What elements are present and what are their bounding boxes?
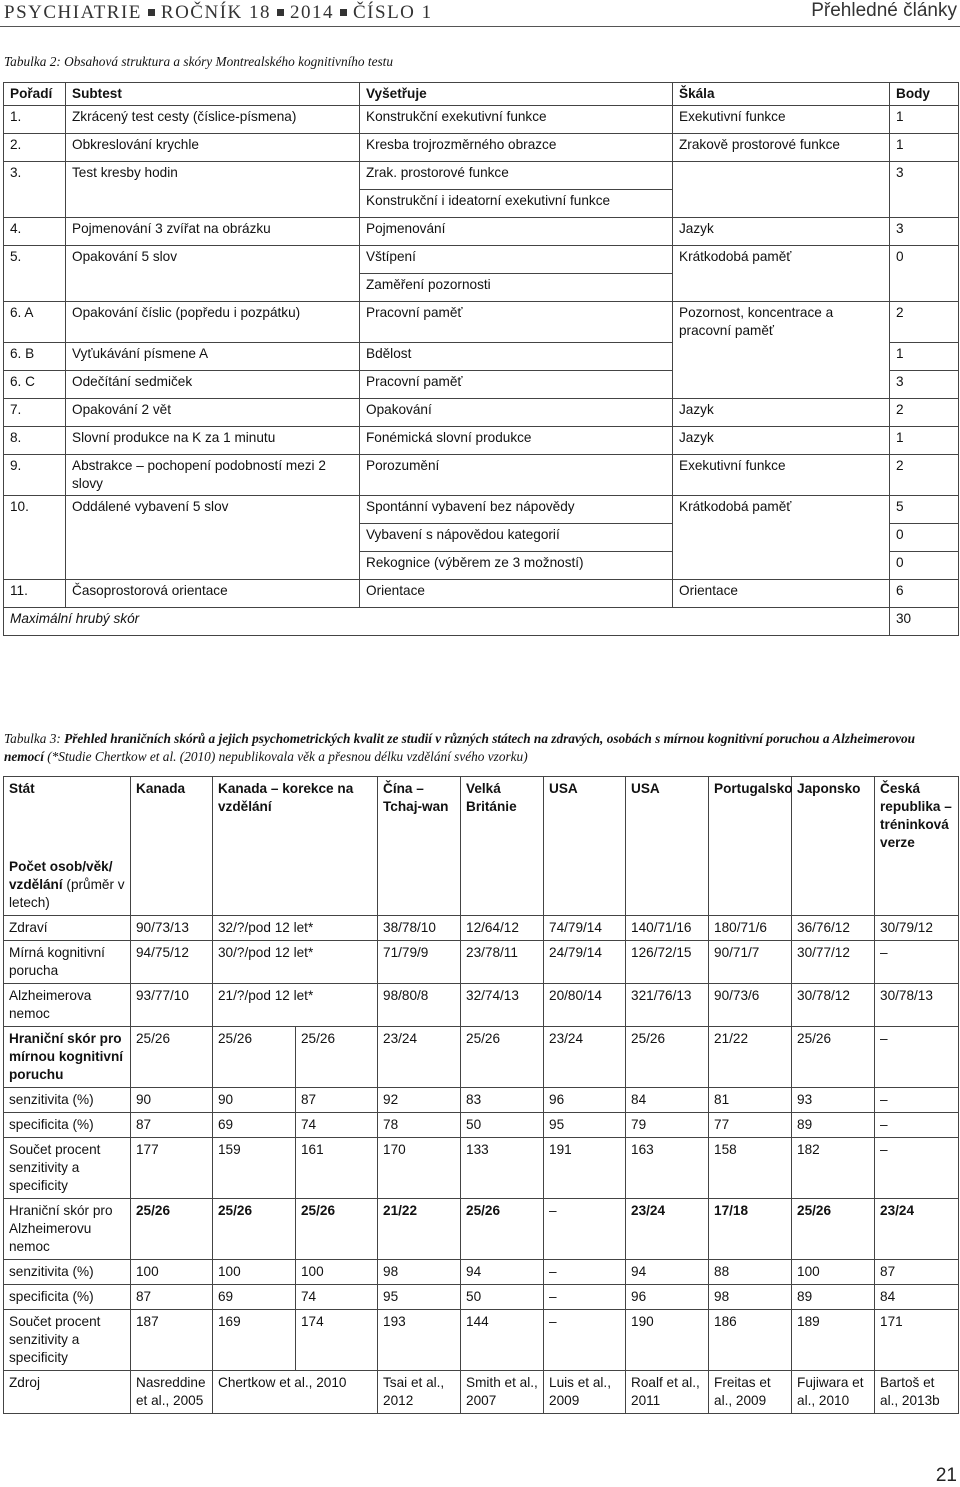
cell-value: 163 (626, 1138, 709, 1199)
cell-value: 50 (461, 1285, 544, 1310)
cell-value: 30/?/pod 12 let* (213, 941, 378, 984)
cell-value: 98 (378, 1260, 461, 1285)
col-header-portugal: Portugalsko (709, 777, 792, 856)
cell-source: Freitas et al., 2009 (709, 1371, 792, 1414)
table-row (4, 495, 959, 523)
cell-value: 25/26 (213, 1027, 296, 1088)
cell-value: 21/22 (709, 1027, 792, 1088)
cell-points: 3 (890, 370, 959, 398)
cell-value: 81 (709, 1088, 792, 1113)
table-row (4, 274, 959, 302)
col-header-country: Stát (4, 777, 131, 856)
cell-value: 87 (131, 1113, 213, 1138)
cell-subtest: Oddálené vybavení 5 slov (66, 495, 360, 523)
cell-scale: Jazyk (673, 398, 890, 426)
cell-value: 25/26 (461, 1199, 544, 1260)
cell-examines: Konstrukční exekutivní funkce (360, 106, 673, 134)
cell-value: 169 (213, 1310, 296, 1371)
cell-value: 25/26 (213, 1199, 296, 1260)
cell-value: 74 (296, 1113, 378, 1138)
cell-value: 182 (792, 1138, 875, 1199)
cell-scale: Zrakově prostorové funkce (673, 134, 890, 162)
total-label: Maximální hrubý skór (4, 607, 890, 635)
col-header-examines: Vyšetřuje (360, 83, 673, 106)
cell-value: 161 (296, 1138, 378, 1199)
cell-points: 3 (890, 162, 959, 190)
cell-value: 187 (131, 1310, 213, 1371)
cell-value: 84 (875, 1285, 959, 1310)
cell-points: 1 (890, 106, 959, 134)
cell-examines: Zrak. prostorové funkce (360, 162, 673, 190)
header-divider (0, 26, 960, 27)
row-label: Alzheimerova nemoc (4, 984, 131, 1027)
table-row (4, 1285, 959, 1310)
cell-source: Smith et al., 2007 (461, 1371, 544, 1414)
row-label: Součet procent senzitivity a specificity (4, 1310, 131, 1371)
cell-order (4, 523, 66, 551)
table-row (4, 916, 959, 941)
cell-value: 89 (792, 1113, 875, 1138)
cell-scale (673, 523, 890, 551)
table2-total-row (4, 607, 959, 635)
table-row (4, 941, 959, 984)
cell-value: – (544, 1285, 626, 1310)
cell-value: 193 (378, 1310, 461, 1371)
cell-value: 23/78/11 (461, 941, 544, 984)
table2-caption: Tabulka 2: Obsahová struktura a skóry Montrealského kognitivního testu (4, 54, 394, 69)
row-label: senzitivita (%) (4, 1260, 131, 1285)
table-row (4, 551, 959, 579)
cell-subtest: Opakování 2 vět (66, 398, 360, 426)
cell-value: 90/71/7 (709, 941, 792, 984)
table-row (4, 1138, 959, 1199)
cell-value: 98 (709, 1285, 792, 1310)
cell-value: 100 (792, 1260, 875, 1285)
cell-scale: Exekutivní funkce (673, 106, 890, 134)
page-header (0, 0, 960, 22)
cell-subtest: Odečítání sedmiček (66, 370, 360, 398)
cell-value: 25/26 (626, 1027, 709, 1088)
cell-order: 5. (4, 246, 66, 274)
cell-subtest: Pojmenování 3 zvířat na obrázku (66, 218, 360, 246)
cell-value: 23/24 (626, 1199, 709, 1260)
journal-title (4, 2, 433, 24)
cell-value: 93/77/10 (131, 984, 213, 1027)
cell-value: 38/78/10 (378, 916, 461, 941)
cell-examines: Konstrukční i ideatorní exekutivní funkce (360, 190, 673, 218)
cell-source: Tsai et al., 2012 (378, 1371, 461, 1414)
table-row (4, 190, 959, 218)
separator-square-icon (148, 9, 155, 16)
cell-value: – (544, 1260, 626, 1285)
total-value: 30 (890, 607, 959, 635)
cell-value: 74/79/14 (544, 916, 626, 941)
mci-cutoff-row (4, 1027, 959, 1088)
table3-header-row (4, 777, 959, 856)
ad-cutoff-row (4, 1199, 959, 1260)
cell-value: 94/75/12 (131, 941, 213, 984)
cell-examines: Fonémická slovní produkce (360, 426, 673, 454)
page-number: 21 (935, 1465, 957, 1486)
cell-examines: Pojmenování (360, 218, 673, 246)
table-row (4, 162, 959, 190)
journal-name: PSYCHIATRIE (4, 2, 142, 23)
cell-examines: Vybavení s nápovědou kategorií (360, 523, 673, 551)
table3-subheader-row (4, 855, 959, 916)
table-row (4, 1260, 959, 1285)
cell-value: 93 (792, 1088, 875, 1113)
table-row (4, 106, 959, 134)
cell-scale: Krátkodobá paměť (673, 246, 890, 274)
cell-value: 25/26 (296, 1199, 378, 1260)
col-header-japan: Japonsko (792, 777, 875, 856)
cell-value: 23/24 (378, 1027, 461, 1088)
col-header-usa-2: USA (626, 777, 709, 856)
cell-value: 144 (461, 1310, 544, 1371)
cell-examines: Spontánní vybavení bez nápovědy (360, 495, 673, 523)
cell-source: Nasreddine et al., 2005 (131, 1371, 213, 1414)
cell-points: 0 (890, 523, 959, 551)
separator-square-icon (277, 9, 284, 16)
cell-examines: Rekognice (výběrem ze 3 možností) (360, 551, 673, 579)
cell-value: 96 (544, 1088, 626, 1113)
cell-subtest: Obkreslování krychle (66, 134, 360, 162)
cell-order: 6. C (4, 370, 66, 398)
row-label: Zdroj (4, 1371, 131, 1414)
cell-value: 90/73/13 (131, 916, 213, 941)
cell-subtest: Vyťukávání písmene A (66, 342, 360, 370)
cell-value: 95 (378, 1285, 461, 1310)
cell-scale (673, 190, 890, 218)
cell-value: 30/78/12 (792, 984, 875, 1027)
table-row (4, 984, 959, 1027)
cell-points: 2 (890, 302, 959, 343)
cell-value: 12/64/12 (461, 916, 544, 941)
cell-value: 88 (709, 1260, 792, 1285)
separator-square-icon (340, 9, 347, 16)
cell-value: 87 (131, 1285, 213, 1310)
cell-order: 7. (4, 398, 66, 426)
cell-points: 0 (890, 246, 959, 274)
cell-order: 8. (4, 426, 66, 454)
col-header-scale: Škála (673, 83, 890, 106)
row-label: Součet procent senzitivity a specificity (4, 1138, 131, 1199)
cell-value: 17/18 (709, 1199, 792, 1260)
cell-value: 69 (213, 1285, 296, 1310)
col-header-uk: Velká Británie (461, 777, 544, 856)
cell-scale: Jazyk (673, 426, 890, 454)
table-row (4, 246, 959, 274)
cell-examines: Opakování (360, 398, 673, 426)
cell-value: – (875, 1138, 959, 1199)
cell-scale: Krátkodobá paměť (673, 495, 890, 523)
cell-value: 79 (626, 1113, 709, 1138)
cell-subtest (66, 274, 360, 302)
cell-value: – (875, 941, 959, 984)
cell-value: 190 (626, 1310, 709, 1371)
cell-value: 21/22 (378, 1199, 461, 1260)
journal-issue: ČÍSLO 1 (353, 2, 433, 23)
row-label: specificita (%) (4, 1285, 131, 1310)
col-header-points: Body (890, 83, 959, 106)
row-label: Hraniční skór pro mírnou kognitivní poruchu (4, 1027, 131, 1088)
cell-scale: Exekutivní funkce (673, 454, 890, 495)
cell-examines: Bdělost (360, 342, 673, 370)
cell-source: Bartoš et al., 2013b (875, 1371, 959, 1414)
cell-examines: Kresba trojrozměrného obrazce (360, 134, 673, 162)
table-row (4, 398, 959, 426)
cell-scale (673, 342, 890, 370)
table-row (4, 134, 959, 162)
cell-value: 133 (461, 1138, 544, 1199)
table-row (4, 370, 959, 398)
cell-value: 100 (213, 1260, 296, 1285)
cell-source: Chertkow et al., 2010 (213, 1371, 378, 1414)
cell-order: 1. (4, 106, 66, 134)
cell-value: 174 (296, 1310, 378, 1371)
subheader-cell: Počet osob/věk/ vzdělání (průměr v letech) (4, 855, 131, 916)
cell-scale (673, 274, 890, 302)
cell-value: 36/76/12 (792, 916, 875, 941)
col-header-subtest: Subtest (66, 83, 360, 106)
cell-points: 1 (890, 342, 959, 370)
cell-value: 321/76/13 (626, 984, 709, 1027)
cell-source: Fujiwara et al., 2010 (792, 1371, 875, 1414)
cell-value: 90 (213, 1088, 296, 1113)
cell-value: 25/26 (792, 1199, 875, 1260)
table-row (4, 579, 959, 607)
table-row (4, 1088, 959, 1113)
cell-value: 170 (378, 1138, 461, 1199)
cell-value: – (875, 1088, 959, 1113)
cell-value: 89 (792, 1285, 875, 1310)
cell-value: 30/78/13 (875, 984, 959, 1027)
cell-scale: Pozornost, koncentrace a pracovní paměť (673, 302, 890, 343)
table-row (4, 342, 959, 370)
cell-scale: Orientace (673, 579, 890, 607)
cell-value: 25/26 (131, 1027, 213, 1088)
cell-source: Luis et al., 2009 (544, 1371, 626, 1414)
cell-order: 11. (4, 579, 66, 607)
cell-value: 189 (792, 1310, 875, 1371)
cell-value: 92 (378, 1088, 461, 1113)
cell-subtest: Opakování 5 slov (66, 246, 360, 274)
cell-subtest: Slovní produkce na K za 1 minutu (66, 426, 360, 454)
cell-value: 84 (626, 1088, 709, 1113)
source-row (4, 1371, 959, 1414)
cell-value: 30/79/12 (875, 916, 959, 941)
table-row (4, 302, 959, 343)
cell-value: 20/80/14 (544, 984, 626, 1027)
cell-value: 24/79/14 (544, 941, 626, 984)
cell-value: 69 (213, 1113, 296, 1138)
cell-value: 74 (296, 1285, 378, 1310)
table2-header-row (4, 83, 959, 106)
cell-value: 25/26 (792, 1027, 875, 1088)
table-row (4, 1310, 959, 1371)
cell-value: 96 (626, 1285, 709, 1310)
cell-examines: Pracovní paměť (360, 370, 673, 398)
cell-points: 1 (890, 426, 959, 454)
cell-value: 23/24 (544, 1027, 626, 1088)
cell-value: 71/79/9 (378, 941, 461, 984)
table-row (4, 218, 959, 246)
cell-order: 2. (4, 134, 66, 162)
cell-value: 158 (709, 1138, 792, 1199)
cell-value: 25/26 (461, 1027, 544, 1088)
cell-value: 180/71/6 (709, 916, 792, 941)
cell-value: 78 (378, 1113, 461, 1138)
col-header-usa-1: USA (544, 777, 626, 856)
row-label: Hraniční skór pro Alzheimerovu nemoc (4, 1199, 131, 1260)
row-label: specificita (%) (4, 1113, 131, 1138)
col-header-order: Pořadí (4, 83, 66, 106)
table2-moca-structure (3, 82, 959, 636)
cell-scale: Jazyk (673, 218, 890, 246)
cell-examines: Porozumění (360, 454, 673, 495)
cell-points: 2 (890, 454, 959, 495)
cell-points (890, 274, 959, 302)
row-label: Zdraví (4, 916, 131, 941)
cell-value: 159 (213, 1138, 296, 1199)
cell-subtest: Test kresby hodin (66, 162, 360, 190)
cell-subtest (66, 551, 360, 579)
table3-caption: Tabulka 3: Přehled hraničních skórů a jejich psychometrických kvalit ze studií v různých státech na zdravých, osobách s mírnou kognitivní poruchou a Alzheimerovou nemocí (*Studie Chertkow et al. (2010) nepublikovala věk a přesnou délku vzdělání svého vzorku) (4, 731, 916, 764)
cell-value: 171 (875, 1310, 959, 1371)
cell-source: Roalf et al., 2011 (626, 1371, 709, 1414)
cell-value: 98/80/8 (378, 984, 461, 1027)
cell-order: 3. (4, 162, 66, 190)
row-label: senzitivita (%) (4, 1088, 131, 1113)
cell-value: 177 (131, 1138, 213, 1199)
cell-subtest (66, 190, 360, 218)
cell-value: 30/77/12 (792, 941, 875, 984)
cell-value: 186 (709, 1310, 792, 1371)
cell-scale (673, 551, 890, 579)
cell-examines: Vštípení (360, 246, 673, 274)
cell-value: 95 (544, 1113, 626, 1138)
cell-value: 94 (626, 1260, 709, 1285)
cell-points: 2 (890, 398, 959, 426)
cell-points: 3 (890, 218, 959, 246)
cell-value: 21/?/pod 12 let* (213, 984, 378, 1027)
cell-value: 94 (461, 1260, 544, 1285)
cell-points: 0 (890, 551, 959, 579)
cell-value: 25/26 (296, 1027, 378, 1088)
cell-value: 32/?/pod 12 let* (213, 916, 378, 941)
section-title: Přehledné články (811, 0, 957, 21)
cell-points (890, 190, 959, 218)
cell-value: 77 (709, 1113, 792, 1138)
cell-order (4, 551, 66, 579)
cell-points: 5 (890, 495, 959, 523)
cell-value: 83 (461, 1088, 544, 1113)
cell-order (4, 274, 66, 302)
table-row (4, 426, 959, 454)
cell-value: 87 (875, 1260, 959, 1285)
table3-cutoff-overview (3, 776, 959, 1414)
col-header-czech: Česká republika – tréninková verze (875, 777, 959, 856)
cell-value: 23/24 (875, 1199, 959, 1260)
cell-subtest: Abstrakce – pochopení podobností mezi 2 slovy (66, 454, 360, 495)
cell-order: 6. A (4, 302, 66, 343)
cell-subtest: Časoprostorová orientace (66, 579, 360, 607)
cell-value: 140/71/16 (626, 916, 709, 941)
row-label: Mírná kognitivní porucha (4, 941, 131, 984)
table-row (4, 454, 959, 495)
cell-value: 50 (461, 1113, 544, 1138)
journal-year: 2014 (290, 2, 334, 23)
table-row (4, 523, 959, 551)
cell-examines: Pracovní paměť (360, 302, 673, 343)
col-header-canada: Kanada (131, 777, 213, 856)
col-header-canada-edu: Kanada – korekce na vzdělání (213, 777, 378, 856)
cell-value: – (875, 1113, 959, 1138)
cell-points: 1 (890, 134, 959, 162)
cell-value: 100 (296, 1260, 378, 1285)
cell-examines: Orientace (360, 579, 673, 607)
journal-volume: ROČNÍK 18 (160, 2, 271, 23)
cell-value: 191 (544, 1138, 626, 1199)
cell-value: 25/26 (131, 1199, 213, 1260)
table-row (4, 1113, 959, 1138)
cell-subtest: Opakování číslic (popředu i pozpátku) (66, 302, 360, 343)
cell-value: – (544, 1199, 626, 1260)
cell-order: 9. (4, 454, 66, 495)
cell-value: – (875, 1027, 959, 1088)
cell-value: 90/73/6 (709, 984, 792, 1027)
cell-value: 87 (296, 1088, 378, 1113)
cell-scale (673, 162, 890, 190)
cell-order: 6. B (4, 342, 66, 370)
cell-value: 32/74/13 (461, 984, 544, 1027)
cell-value: 90 (131, 1088, 213, 1113)
cell-subtest: Zkrácený test cesty (číslice-písmena) (66, 106, 360, 134)
cell-order: 4. (4, 218, 66, 246)
cell-scale (673, 370, 890, 398)
cell-value: 126/72/15 (626, 941, 709, 984)
col-header-taiwan: Čína – Tchaj-wan (378, 777, 461, 856)
cell-value: 100 (131, 1260, 213, 1285)
cell-points: 6 (890, 579, 959, 607)
cell-examines: Zaměření pozornosti (360, 274, 673, 302)
cell-order (4, 190, 66, 218)
cell-subtest (66, 523, 360, 551)
cell-order: 10. (4, 495, 66, 523)
cell-value: – (544, 1310, 626, 1371)
